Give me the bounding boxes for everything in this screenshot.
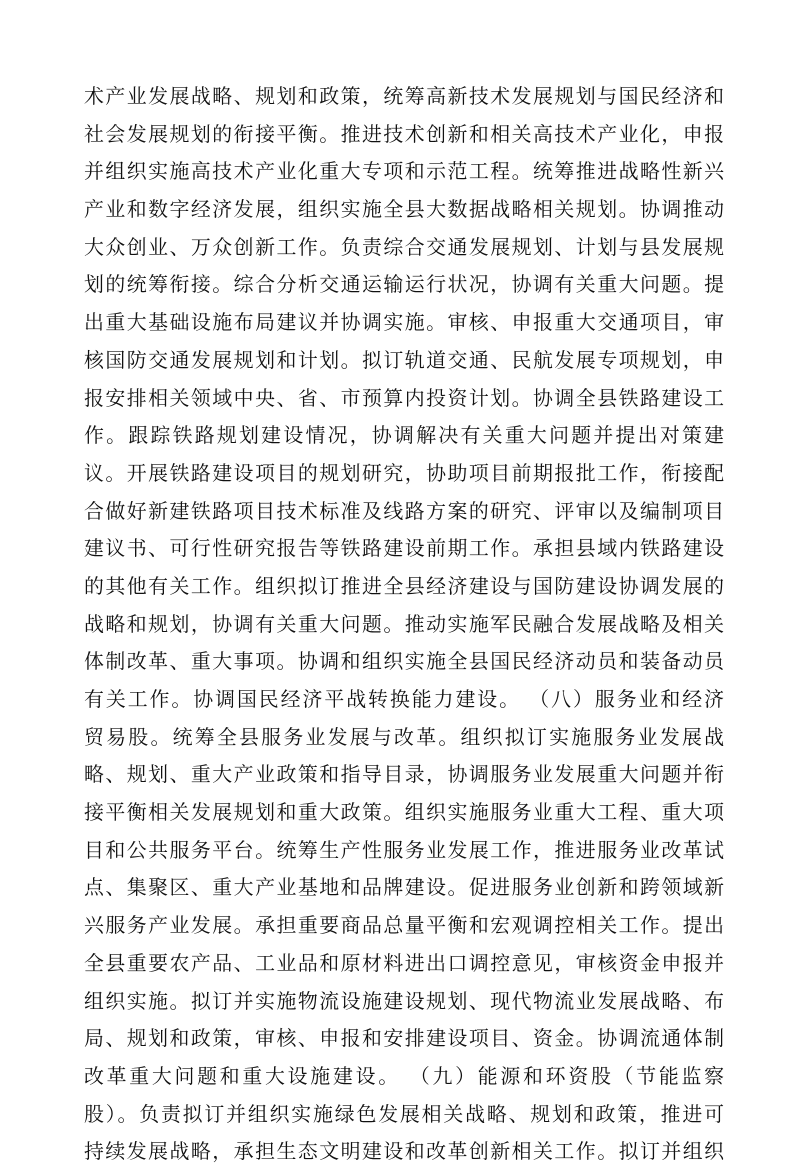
text-line: 有关工作。协调国民经济平战转换能力建设。 （八）服务业和经济 <box>84 688 724 711</box>
text-line: 出重大基础设施布局建议并协调实施。审核、申报重大交通项目，审 <box>84 311 724 335</box>
text-line: 接平衡相关发展规划和重大政策。组织实施服务业重大工程、重大项 <box>84 801 724 825</box>
text-line: 并组织实施高技术产业化重大专项和示范工程。统筹推进战略性新兴 <box>84 160 724 184</box>
text-line: 改革重大问题和重大设施建设。 （九）能源和环资股（节能监察 <box>84 1064 724 1088</box>
text-line: 组织实施。拟订并实施物流设施建设规划、现代物流业发展战略、布 <box>84 989 724 1013</box>
text-line: 划的统筹衔接。综合分析交通运输运行状况，协调有关重大问题。提 <box>84 273 724 297</box>
text-line: 作。跟踪铁路规划建设情况，协调解决有关重大问题并提出对策建 <box>84 424 724 448</box>
text-line: 点、集聚区、重大产业基地和品牌建设。促进服务业创新和跨领域新 <box>84 876 724 900</box>
text-line: 术产业发展战略、规划和政策，统筹高新技术发展规划与国民经济和 <box>84 85 724 108</box>
text-line: 战略和规划，协调有关重大问题。推动实施军民融合发展战略及相关 <box>84 612 724 636</box>
text-line: 报安排相关领域中央、省、市预算内投资计划。协调全县铁路建设工 <box>84 386 724 410</box>
text-line: 核国防交通发展规划和计划。拟订轨道交通、民航发展专项规划，申 <box>84 348 724 372</box>
text-line: 持续发展战略，承担生态文明建设和改革创新相关工作。拟订并组织 <box>84 1140 724 1164</box>
text-line: 体制改革、重大事项。协调和组织实施全县国民经济动员和装备动员 <box>84 650 724 674</box>
text-line: 议。开展铁路建设项目的规划研究，协助项目前期报批工作，衔接配 <box>84 461 724 485</box>
text-line: 产业和数字经济发展，组织实施全县大数据战略相关规划。协调推动 <box>84 198 724 222</box>
text-line: 的其他有关工作。组织拟订推进全县经济建设与国防建设协调发展的 <box>84 574 724 598</box>
body-text <box>84 78 724 1171</box>
text-line: 兴服务产业发展。承担重要商品总量平衡和宏观调控相关工作。提出 <box>84 914 724 938</box>
text-line: 建议书、可行性研究报告等铁路建设前期工作。承担县域内铁路建设 <box>84 537 724 561</box>
text-line: 合做好新建铁路项目技术标准及线路方案的研究、评审以及编制项目 <box>84 499 724 523</box>
text-line: 局、规划和政策，审核、申报和安排建设项目、资金。协调流通体制 <box>84 1027 724 1051</box>
text-line: 全县重要农产品、工业品和原材料进出口调控意见，审核资金申报并 <box>84 951 724 975</box>
text-line: 目和公共服务平台。统筹生产性服务业发展工作，推进服务业改革试 <box>84 838 724 862</box>
text-line: 略、规划、重大产业政策和指导目录，协调服务业发展重大问题并衔 <box>84 763 724 787</box>
text-line: 大众创业、万众创新工作。负责综合交通发展规划、计划与县发展规 <box>84 235 724 259</box>
text-line: 社会发展规划的衔接平衡。推进技术创新和相关高技术产业化，申报 <box>84 122 724 146</box>
text-line: 贸易股。统筹全县服务业发展与改革。组织拟订实施服务业发展战 <box>84 725 724 749</box>
text-line: 股）。负责拟订并组织实施绿色发展相关战略、规划和政策，推进可 <box>84 1102 724 1126</box>
